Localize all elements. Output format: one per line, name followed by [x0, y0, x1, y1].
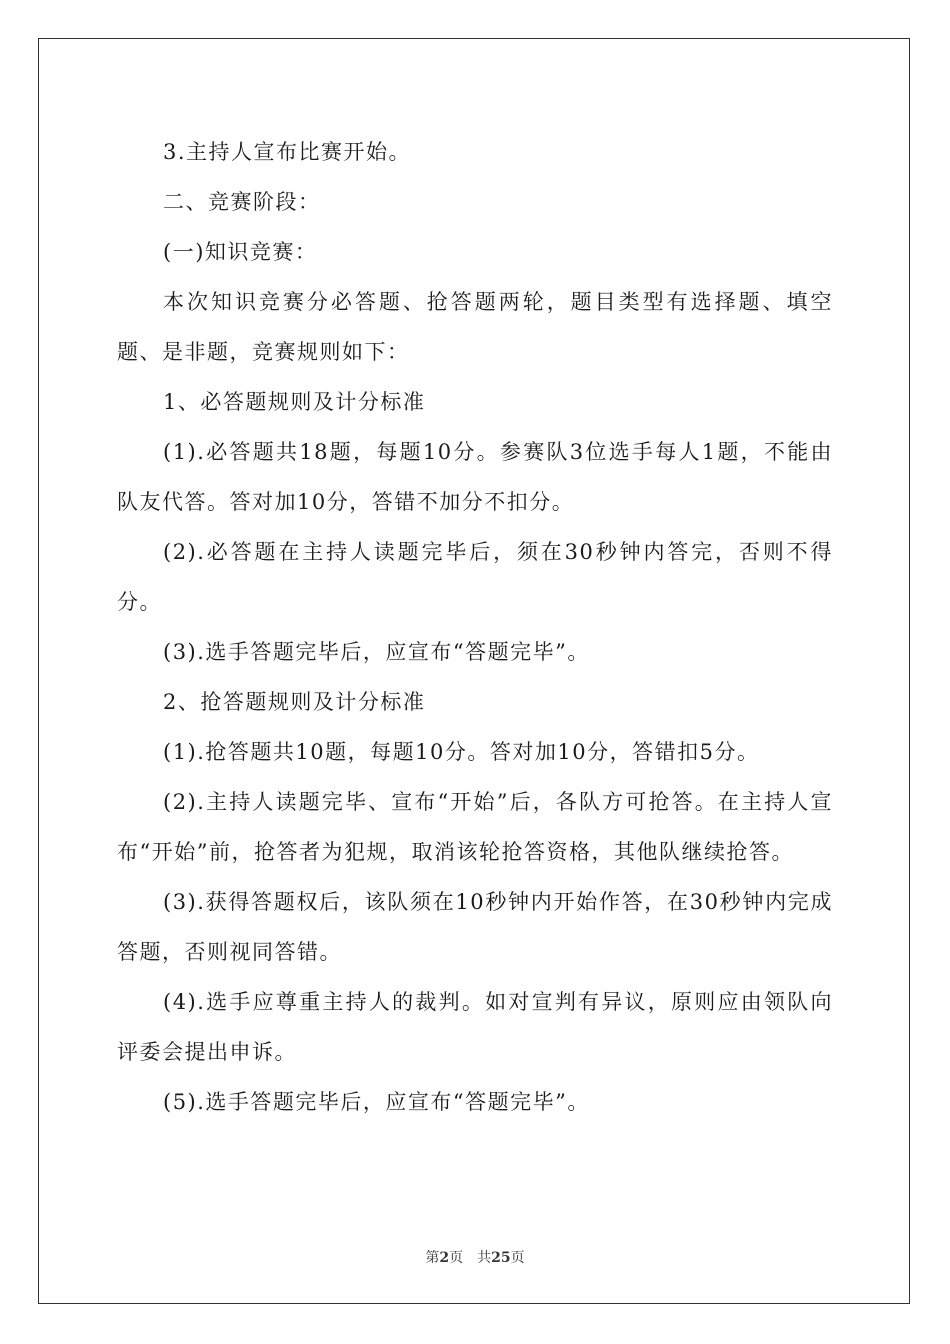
paragraph: (2).必答题在主持人读题完毕后，须在30秒钟内答完，否则不得分。 [117, 540, 833, 614]
page-suffix: 页 [449, 1250, 464, 1266]
paragraph: (2).主持人读题完毕、宣布“开始”后，各队方可抢答。在主持人宣布“开始”前，抢答者为犯规，取消该轮抢答资格，其他队继续抢答。 [117, 790, 833, 864]
total-pages: 25 [491, 1250, 511, 1266]
page-prefix: 第 [425, 1250, 440, 1266]
paragraph: (3).获得答题权后，该队须在10秒钟内开始作答，在30秒钟内完成答题，否则视同答错。 [117, 890, 833, 964]
rule-heading: 1、必答题规则及计分标准 [163, 390, 426, 414]
paragraph: (5).选手答题完毕后，应宣布“答题完毕”。 [163, 1090, 590, 1114]
page-footer [0, 1247, 950, 1267]
paragraph: (4).选手应尊重主持人的裁判。如对宣判有异议，原则应由领队向评委会提出申诉。 [117, 990, 833, 1064]
paragraph: 本次知识竞赛分必答题、抢答题两轮，题目类型有选择题、填空题、是非题，竞赛规则如下： [117, 290, 833, 364]
section-heading: 二、竞赛阶段： [163, 190, 321, 214]
total-prefix: 共 [477, 1250, 492, 1266]
paragraph: (1).抢答题共10题，每题10分。答对加10分，答错扣5分。 [163, 740, 760, 764]
rule-heading: 2、抢答题规则及计分标准 [163, 690, 426, 714]
paragraph: (1).必答题共18题，每题10分。参赛队3位选手每人1题，不能由队友代答。答对加10分，答错不加分不扣分。 [117, 440, 833, 514]
page-number: 2 [439, 1250, 450, 1266]
document-body [117, 127, 833, 1127]
paragraph: 3.主持人宣布比赛开始。 [163, 140, 412, 164]
total-suffix: 页 [510, 1250, 525, 1266]
paragraph: (3).选手答题完毕后，应宣布“答题完毕”。 [163, 640, 590, 664]
subsection-heading: (一)知识竞赛： [163, 240, 318, 264]
